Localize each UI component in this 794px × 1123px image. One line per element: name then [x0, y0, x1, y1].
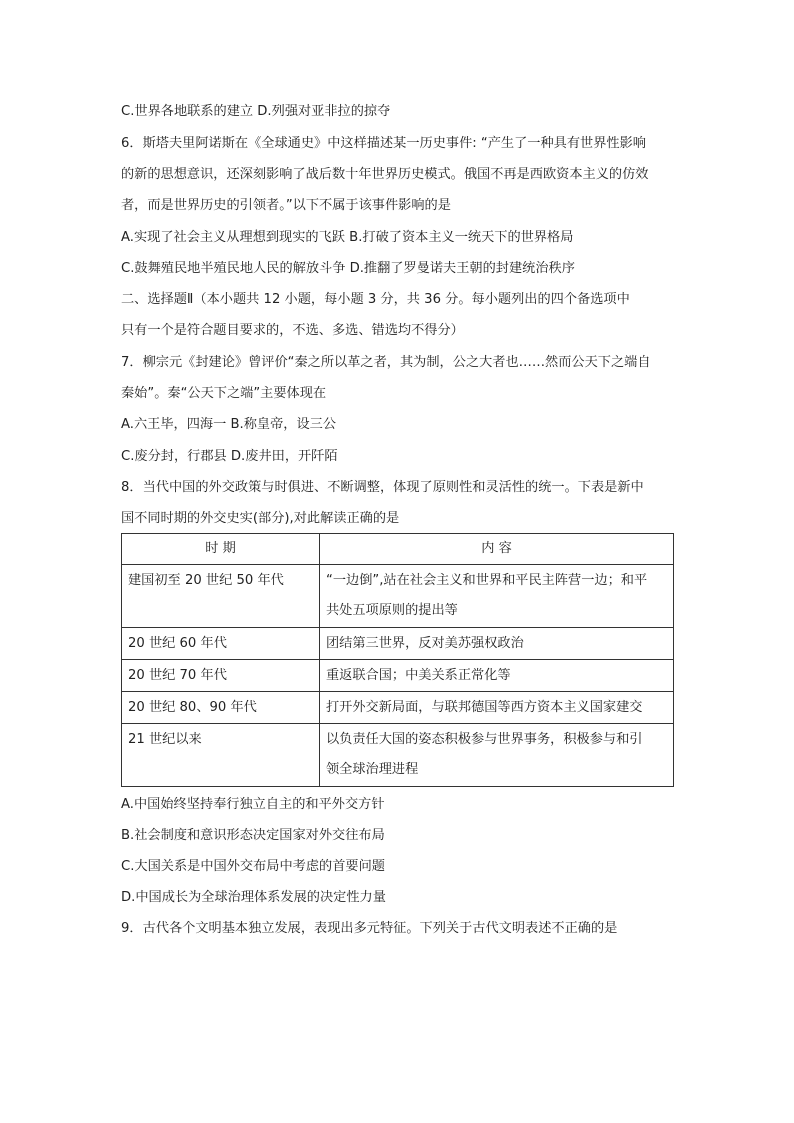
content-text: “一边倒”,站在社会主义和世界和平民主阵营一边；和平 — [326, 573, 648, 588]
period-cell: 20 世纪 60 年代 — [122, 628, 320, 660]
q6-options-ab: A.实现了社会主义从理想到现实的飞跃 B.打破了资本主义一统天下的世界格局 — [121, 230, 574, 245]
period-cell: 21 世纪以来 — [122, 724, 320, 787]
q7-stem-line-2: 秦始”。秦“公天下之端”主要体现在 — [121, 386, 327, 401]
content-cell — [320, 660, 674, 692]
table-header-row — [122, 534, 674, 565]
header-content: 内 容 — [320, 534, 674, 565]
q8-stem-line-2: 国不同时期的外交史实(部分),对此解读正确的是 — [121, 511, 400, 526]
period-cell: 20 世纪 70 年代 — [122, 660, 320, 692]
content-text: 以负责任大国的姿态积极参与世界事务，积极参与和引 — [326, 732, 643, 747]
q7-options-cd: C.废分封，行郡县 D.废井田，开阡陌 — [121, 449, 338, 464]
q6-options-cd: C.鼓舞殖民地半殖民地人民的解放斗争 D.推翻了罗曼诺夫王朝的封建统治秩序 — [121, 261, 575, 276]
q7-stem-line-1: 7．柳宗元《封建论》曾评价“秦之所以革之者，其为制，公之大者也……然而公天下之端自 — [121, 355, 651, 370]
table-row — [122, 660, 674, 692]
header-period: 时 期 — [122, 534, 320, 565]
q8-option-c: C.大国关系是中国外交布局中考虑的首要问题 — [121, 859, 385, 874]
content-text: 共处五项原则的提出等 — [326, 603, 458, 618]
content-text: 团结第三世界，反对美苏强权政治 — [326, 636, 524, 651]
q8-stem-line-1: 8．当代中国的外交政策与时俱进、不断调整，体现了原则性和灵活性的统一。下表是新中 — [121, 480, 644, 495]
content-cell — [320, 692, 674, 724]
table-row — [122, 692, 674, 724]
content-cell — [320, 565, 674, 628]
q7-options-ab: A.六王毕，四海一 B.称皇帝，设三公 — [121, 417, 337, 432]
section-heading-line-2: 只有一个是符合题目要求的，不选、多选、错选均不得分） — [121, 323, 464, 338]
q6-stem-line-1: 6．斯塔夫里阿诺斯在《全球通史》中这样描述某一历史事件: “产生了一种具有世界性影响 — [121, 136, 646, 151]
content-text: 领全球治理进程 — [326, 762, 419, 777]
q5-options-cd: C.世界各地联系的建立 D.列强对亚非拉的掠夺 — [121, 104, 391, 119]
q8-option-d: D.中国成长为全球治理体系发展的决定性力量 — [121, 890, 386, 905]
content-cell — [320, 724, 674, 787]
section-heading-line-1: 二、选择题Ⅱ（本小题共 12 小题，每小题 3 分，共 36 分。每小题列出的四个备选项中 — [121, 292, 630, 307]
diplomacy-history-table — [121, 533, 674, 787]
q6-stem-line-2: 的新的思想意识，还深刻影响了战后数十年世界历史模式。俄国不再是西欧资本主义的仿效 — [121, 167, 649, 182]
content-text: 重返联合国；中美关系正常化等 — [326, 668, 511, 683]
table-row — [122, 565, 674, 628]
content-text: 打开外交新局面，与联邦德国等西方资本主义国家建交 — [326, 700, 643, 715]
period-cell: 建国初至 20 世纪 50 年代 — [122, 565, 320, 628]
table-row — [122, 628, 674, 660]
q6-stem-line-3: 者，而是世界历史的引领者。”以下不属于该事件影响的是 — [121, 198, 451, 213]
q9-stem: 9．古代各个文明基本独立发展，表现出多元特征。下列关于古代文明表述不正确的是 — [121, 921, 618, 936]
period-cell: 20 世纪 80、90 年代 — [122, 692, 320, 724]
content-cell — [320, 628, 674, 660]
table-row — [122, 724, 674, 787]
q8-option-a: A.中国始终坚持奉行独立自主的和平外交方针 — [121, 797, 385, 812]
q8-option-b: B.社会制度和意识形态决定国家对外交往布局 — [121, 828, 385, 843]
